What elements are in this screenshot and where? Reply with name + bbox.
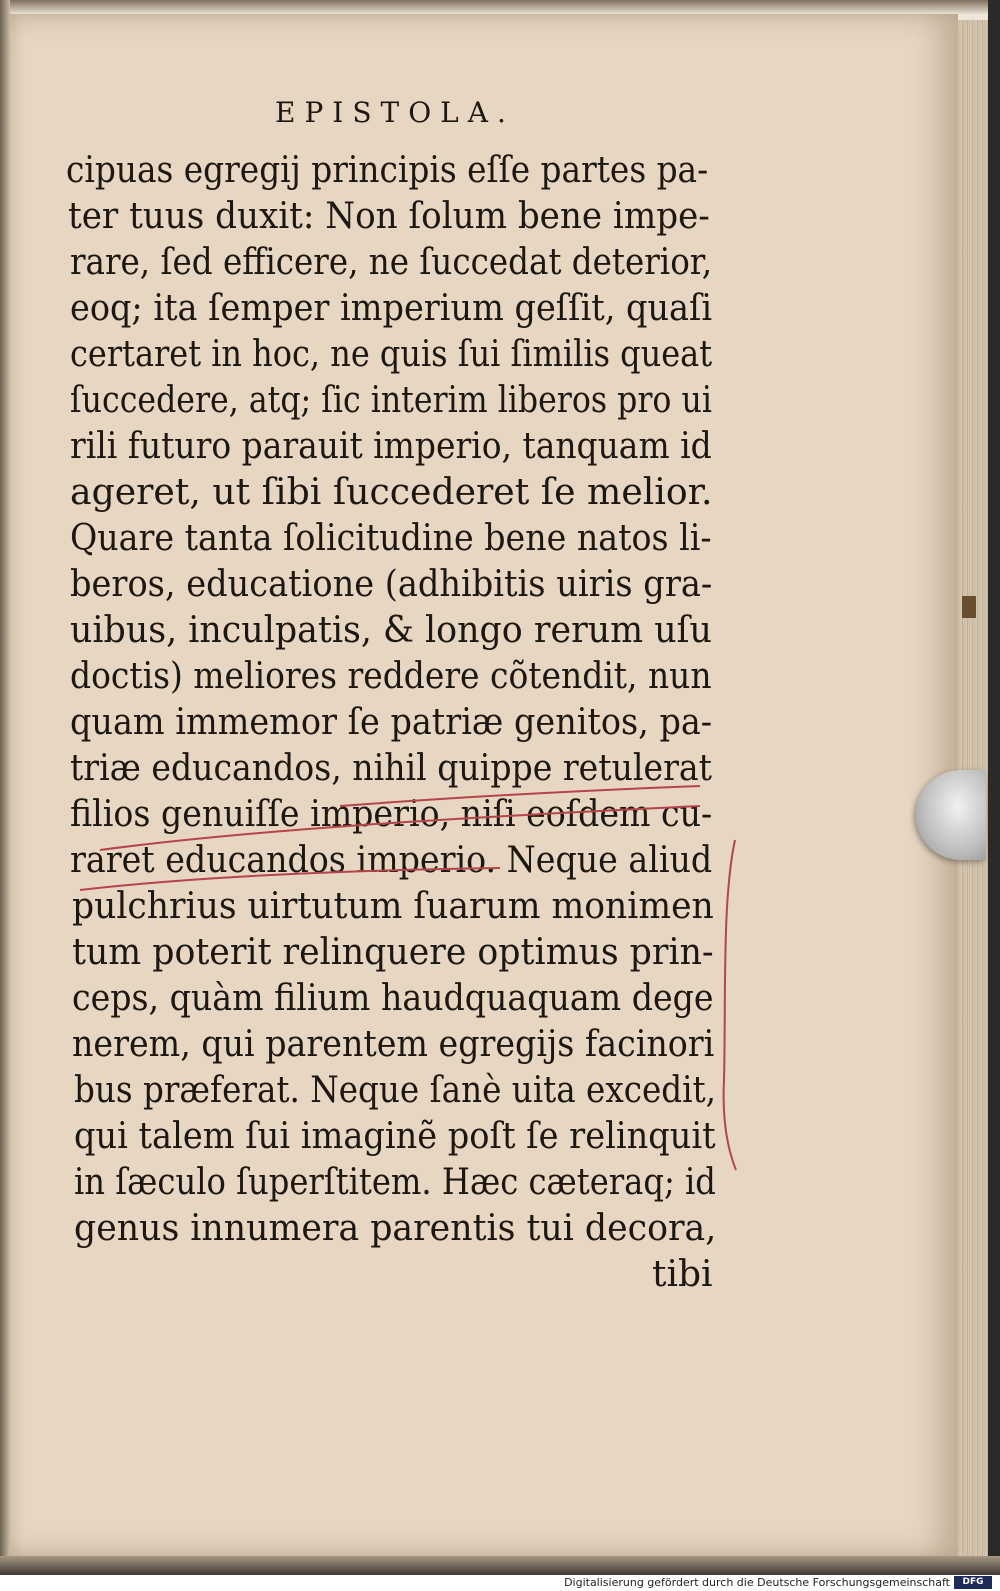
text-line: certaret in hoc, ne quis ſui ſimilis queat — [70, 334, 713, 375]
text-line: rare, ſed efficere, ne ſuccedat deterior, — [70, 242, 713, 283]
text-line: ceps, quàm filium haudquaquam dege — [72, 978, 714, 1019]
text-line: doctis) meliores reddere cõtendit, nun — [70, 656, 712, 697]
text-line: eoq; ita ſemper imperium geſſit, quaſi — [70, 288, 713, 329]
bottom-margin-shadow — [0, 1556, 1000, 1576]
text-line: cipuas egregij principis eſſe partes pa- — [66, 150, 709, 191]
text-line: ter tuus duxit: Non ſolum bene impe- — [68, 196, 710, 237]
text-line: in ſæculo ſuperſtitem. Hæc cæteraq; id — [74, 1162, 716, 1203]
top-margin-shadow — [0, 0, 1000, 14]
text-line: raret educandos imperio. Neque aliud — [70, 840, 713, 881]
text-line: ageret, ut ſibi ſuccederet ſe melior. — [70, 472, 713, 513]
catchword: tibi — [652, 1254, 713, 1295]
dfg-logo: DFG — [954, 1576, 992, 1589]
text-line: bus præferat. Neque ſanè uita excedit, — [74, 1070, 717, 1111]
text-line: ſuccedere, atq; ſic interim liberos pro ui — [70, 380, 712, 421]
text-line: qui talem ſui imaginẽ poſt ſe relinquit — [74, 1116, 716, 1157]
text-line: filios genuiſſe imperio, niſi eoſdem cu- — [70, 794, 713, 835]
text-line: uibus, inculpatis, & longo rerum uſu — [70, 610, 712, 651]
text-line: Quare tanta ſolicitudine bene natos li- — [70, 518, 712, 559]
text-line: tum poterit relinquere optimus prin- — [72, 932, 714, 973]
digitization-credit: Digitalisierung gefördert durch die Deutsche Forschungsgemeinschaft — [564, 1576, 950, 1589]
book-cover-edge — [988, 0, 1000, 1575]
text-line: beros, educatione (adhibitis uiris gra- — [70, 564, 713, 605]
text-line: quam immemor ſe patriæ genitos, pa- — [70, 702, 713, 743]
text-line: nerem, qui parentem egregijs facinori — [72, 1024, 715, 1065]
text-line: pulchrius uirtutum ſuarum monimen — [72, 886, 714, 927]
running-head: EPISTOLA. — [275, 96, 515, 129]
gutter-shadow — [0, 0, 10, 1591]
text-line: rili futuro parauit imperio, tanquam id — [70, 426, 712, 467]
text-line: triæ educandos, nihil quippe retulerat — [70, 748, 712, 789]
page-tab-mark — [962, 596, 976, 618]
text-line: genus innumera parentis tui decora, — [74, 1208, 717, 1249]
